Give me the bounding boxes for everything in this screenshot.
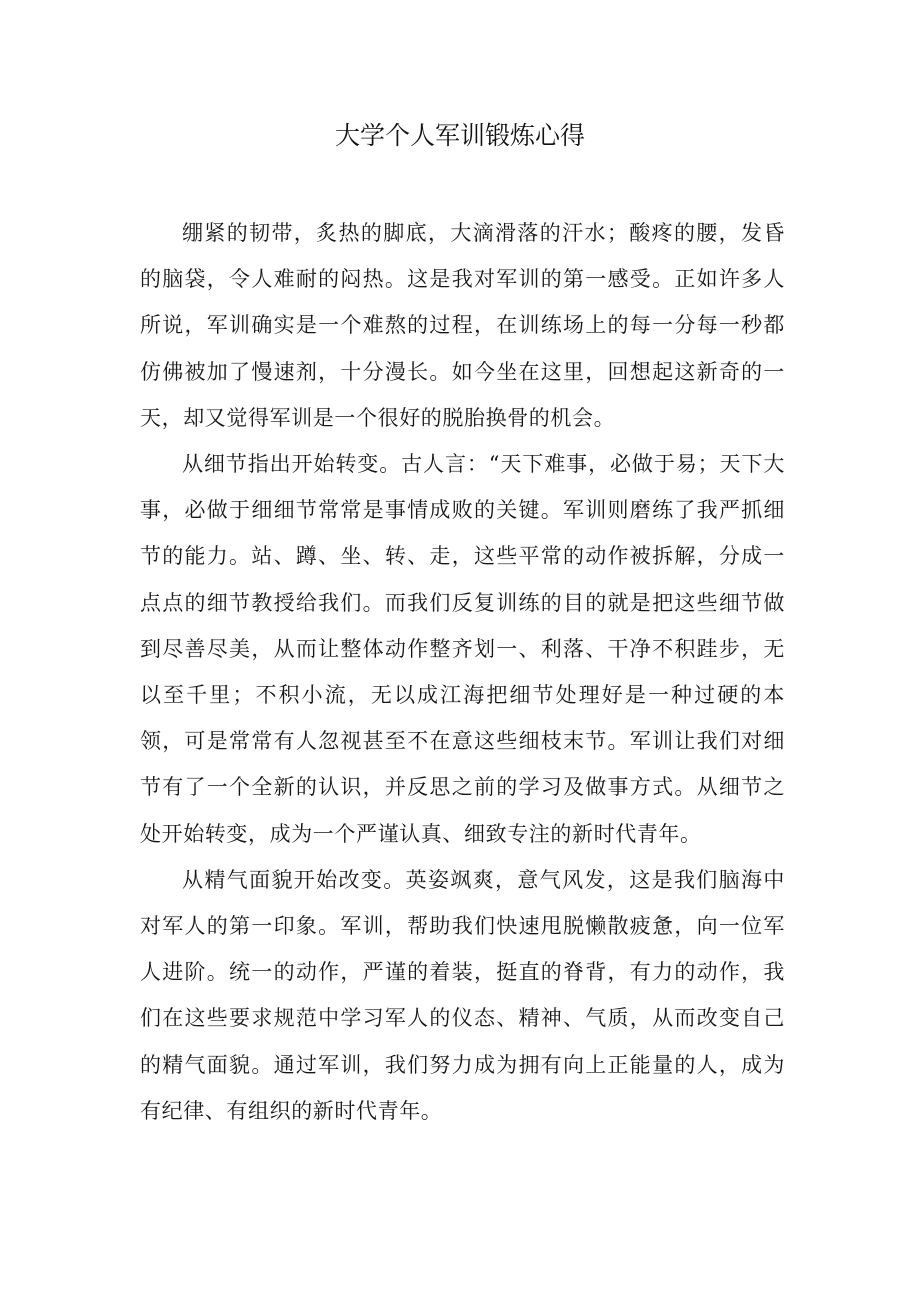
paragraph-3: 从精气面貌开始改变。英姿飒爽，意气风发，这是我们脑海中对军人的第一印象。军训，帮助我们快速甩脱懒散疲惫，向一位军人进阶。统一的动作，严谨的着装，挺直的脊背，有力的动作，我们在这些要求规范中学习军人的仪态、精神、气质，从而改变自己的精气面貌。通过军训，我们努力成为拥有向上正能量的人，成为有纪律、有组织的新时代青年。 xyxy=(140,867,785,1123)
document-title: 大学个人军训锻炼心得 xyxy=(334,121,585,150)
paragraph-1: 绷紧的韧带，炙热的脚底，大滴滑落的汗水；酸疼的腰，发昏的脑袋，令人难耐的闷热。这是我对军训的第一感受。正如许多人所说，军训确实是一个难熬的过程，在训练场上的每一分每一秒都仿佛被加了慢速剂，十分漫长。如今坐在这里，回想起这新奇的一天，却又觉得军训是一个很好的脱胎换骨的机会。 xyxy=(140,221,785,430)
paragraph-2: 从细节指出开始转变。古人言：“天下难事，必做于易；天下大事，必做于细细节常常是事情成败的关键。军训则磨练了我严抓细节的能力。站、蹲、坐、转、走，这些平常的动作被拆解，分成一点点的细节教授给我们。而我们反复训练的目的就是把这些细节做到尽善尽美，从而让整体动作整齐划一、利落、干净不积跬步，无以至千里；不积小流，无以成江海把细节处理好是一种过硬的本领，可是常常有人忽视甚至不在意这些细枝末节。军训让我们对细节有了一个全新的认识，并反思之前的学习及做事方式。从细节之处开始转变，成为一个严谨认真、细致专注的新时代青年。 xyxy=(140,452,785,846)
document-body xyxy=(140,210,785,1134)
